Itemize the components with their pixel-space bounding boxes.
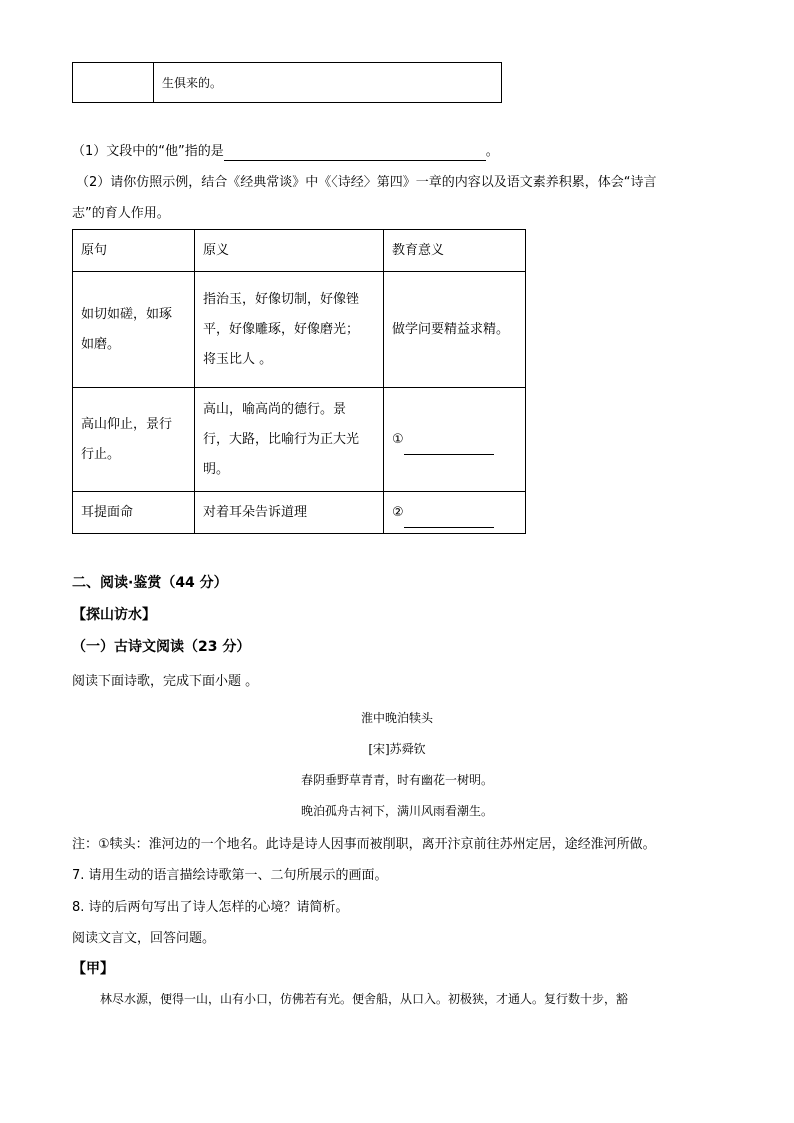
passage-jia-text: 林尽水源，便得一山，山有小口，仿佛若有光。便舍船，从口入。初极狭，才通人。复行数十步，豁	[100, 992, 629, 1006]
answer-blank	[404, 440, 494, 455]
row3-meaning: 对着耳朵告诉道理	[195, 492, 384, 534]
top-table	[72, 62, 502, 103]
row2-original-line: 行止。	[81, 446, 121, 462]
answer-blank	[404, 513, 494, 528]
poetry-education-table	[72, 229, 526, 534]
blank-number-2: ②	[392, 504, 404, 520]
poem-line-1: 春阴垂野草青青，时有幽花一树明。	[300, 773, 493, 787]
row2-meaning-line: 高山，喻高尚的德行。景	[203, 401, 347, 417]
row2-education	[384, 388, 526, 492]
row1-original-line: 如磨。	[81, 336, 121, 352]
table-row	[73, 272, 526, 388]
row1-meaning-line: 平，好像雕琢，好像磨光；	[203, 321, 360, 337]
row1-meaning-line: 将玉比人 。	[203, 351, 273, 367]
row2-original	[73, 388, 195, 492]
question-1-text: （1）文段中的“他”指的是	[72, 144, 224, 159]
top-table-text-cell: 生俱来的。	[154, 63, 502, 103]
question-1	[72, 143, 499, 161]
reading-intro: 阅读下面诗歌，完成下面小题 。	[72, 674, 259, 689]
section-subtitle-1: 【探山访水】	[72, 607, 156, 623]
wenyan-intro: 阅读文言文，回答问题。	[72, 931, 216, 946]
question-1-end: 。	[485, 144, 499, 159]
row1-meaning	[195, 272, 384, 388]
poem-note: 注：①犊头：淮河边的一个地名。此诗是诗人因事而被削职，离开汴京前往苏州定居，途经淮河所做。	[72, 837, 656, 852]
row1-original-line: 如切如磋，如琢	[81, 306, 173, 322]
poem-author: [宋]苏舜钦	[368, 742, 426, 756]
row2-original-line: 高山仰止，景行	[81, 416, 173, 432]
table-row	[73, 388, 526, 492]
top-table-empty-cell	[73, 63, 154, 103]
row2-meaning-line: 行，大路，比喻行为正大光	[203, 431, 360, 447]
table-header-row	[73, 230, 526, 272]
poem-line-2: 晚泊孤舟古祠下，满川风雨看潮生。	[300, 804, 493, 818]
section-title: 二、阅读·鉴赏（44 分）	[72, 575, 228, 591]
row1-original	[73, 272, 195, 388]
section-subtitle-2: （一）古诗文阅读（23 分）	[72, 639, 251, 655]
row2-meaning	[195, 388, 384, 492]
header-education: 教育意义	[384, 230, 526, 272]
question-8: 8. 诗的后两句写出了诗人怎样的心境？请简析。	[72, 900, 349, 915]
row3-education	[384, 492, 526, 534]
blank-number-1: ①	[392, 431, 404, 447]
row1-education: 做学问要精益求精。	[384, 272, 526, 388]
question-7: 7. 请用生动的语言描绘诗歌第一、二句所展示的画面。	[72, 868, 388, 883]
row1-meaning-line: 指治玉，好像切制，好像锉	[203, 291, 360, 307]
header-original: 原句	[73, 230, 195, 272]
question-2-line2: 志”的育人作用。	[72, 206, 170, 221]
table-row	[73, 492, 526, 534]
header-meaning: 原义	[195, 230, 384, 272]
poem-title: 淮中晚泊犊头	[360, 711, 433, 725]
passage-label-jia: 【甲】	[72, 961, 114, 977]
answer-blank	[224, 146, 486, 161]
row3-original: 耳提面命	[73, 492, 195, 534]
row2-meaning-line: 明。	[203, 461, 230, 477]
question-2-line1: （2）请你仿照示例，结合《经典常谈》中《〈诗经〉第四》一章的内容以及语文素养积累，体会“诗言	[76, 175, 657, 190]
